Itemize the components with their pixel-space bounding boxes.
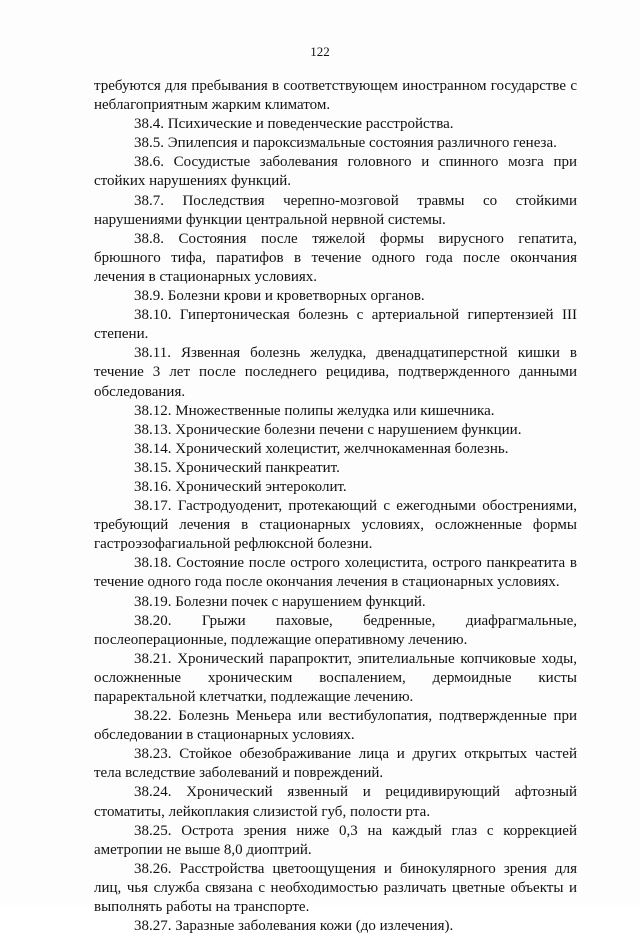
paragraph: 38.4. Психические и поведенческие расстройства. [134,116,454,133]
paragraph: 38.21. Хронический парапроктит, эпителиальные копчиковые ходы, осложненные хроническим воспалением, дермоидные кисты параректальной клетчатки, подлежащие лечению. [94,650,577,705]
paragraph: 38.10. Гипертоническая болезнь с артериальной гипертензией III степени. [94,307,577,343]
document-body [94,77,577,936]
paragraph: 38.24. Хронический язвенный и рецидивирующий афтозный стоматиты, лейкоплакия слизистой губ, полости рта. [94,784,577,820]
paragraph: 38.7. Последствия черепно-мозговой травмы со стойкими нарушениями функции центральной нервной системы. [94,192,577,228]
paragraph: требуются для пребывания в соответствующем иностранном государстве с неблагоприятным жарким климатом. [94,78,577,114]
paragraph: 38.11. Язвенная болезнь желудка, двенадцатиперстной кишки в течение 3 лет после последнего рецидива, подтвержденного данными обследования. [94,345,577,400]
paragraph: 38.12. Множественные полипы желудка или кишечника. [134,402,495,419]
paragraph: 38.20. Грыжи паховые, бедренные, диафрагмальные, послеоперационные, подлежащие оперативному лечению. [94,612,577,648]
paragraph: 38.15. Хронический панкреатит. [134,459,340,476]
paragraph: 38.9. Болезни крови и кроветворных органов. [134,288,425,305]
paragraph: 38.13. Хронические болезни печени с нарушением функции. [134,421,522,438]
paragraph: 38.23. Стойкое обезображивание лица и других открытых частей тела вследствие заболеваний и повреждений. [94,746,577,782]
paragraph: 38.18. Состояние после острого холецистита, острого панкреатита в течение одного года после окончания лечения в стационарных условиях. [94,555,577,591]
paragraph: 38.5. Эпилепсия и пароксизмальные состояния различного генеза. [134,135,557,152]
paragraph: 38.17. Гастродуоденит, протекающий с ежегодными обострениями, требующий лечения в стационарных условиях, осложненные формы гастроэзофагиальной рефлюксной болезни. [94,498,577,553]
paragraph: 38.25. Острота зрения ниже 0,3 на каждый глаз с коррекцией аметропии не выше 8,0 диоптрий. [94,822,577,858]
paragraph: 38.8. Состояния после тяжелой формы вирусного гепатита, брюшного тифа, паратифов в течение одного года после окончания лечения в стационарных условиях. [94,230,577,285]
paragraph: 38.27. Заразные заболевания кожи (до излечения). [134,918,454,935]
page-number: 122 [310,44,330,59]
paragraph: 38.14. Хронический холецистит, желчнокаменная болезнь. [134,440,509,457]
paragraph: 38.22. Болезнь Меньера или вестибулопатия, подтвержденные при обследовании в стационарных условиях. [94,708,577,744]
paragraph: 38.16. Хронический энтероколит. [134,478,347,495]
paragraph: 38.19. Болезни почек с нарушением функций. [134,593,426,610]
paragraph: 38.6. Сосудистые заболевания головного и спинного мозга при стойких нарушениях функций. [94,154,577,190]
paragraph: 38.26. Расстройства цветоощущения и бинокулярного зрения для лиц, чья служба связана с необходимостью различать цветные объекты и выполнять работы на транспорте. [94,860,577,916]
